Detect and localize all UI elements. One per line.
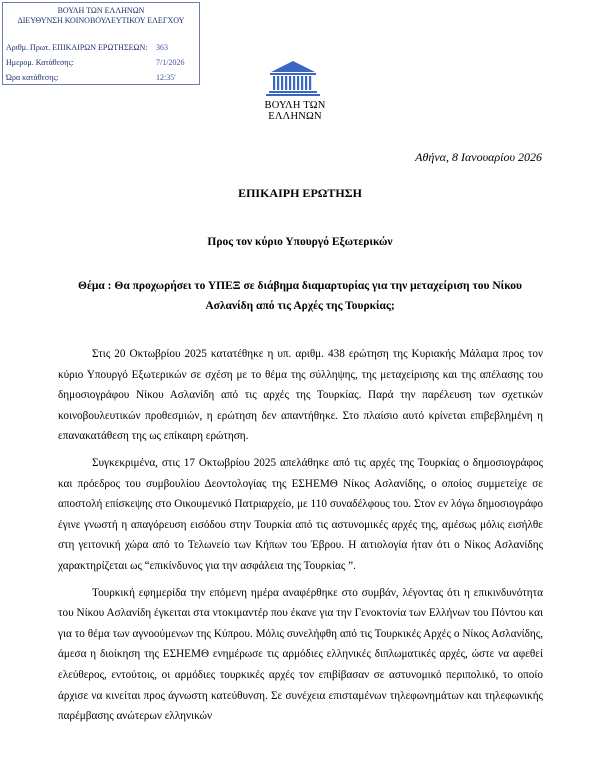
document-date: Αθήνα, 8 Ιανουαρίου 2026 — [415, 150, 542, 164]
stamp-header — [3, 3, 199, 26]
body-paragraph: Συγκεκριμένα, στις 17 Οκτωβρίου 2025 απελάθηκε από τις αρχές της Τουρκίας ο δημοσιογράφος και πρόεδρος του συμβουλίου Δεοντολογίας της ΕΣΗΕΜΘ Νίκος Ασλανίδης, ο οποίος συμμετείχε σε αποστολή επίσκεψης στο Οικουμενικό Πατριαρχείο, με 110 συναδέλφους του. Στον εν λόγω δημοσιογράφο έγινε γνωστή η απαγόρευση εισόδου στην Τουρκία από τις αστυνομικές αρχές της, αμέσως μόλις εισήλθε στη γειτονική χώρα από το Τελωνείο των Κήπων του Έβρου. Η αιτιολογία ήταν ότι ο Νίκος Ασλανίδης χαρακτηρίζεται ως “επικίνδυνος για την ασφάλεια της Τουρκίας ”. — [58, 456, 543, 572]
filing-stamp — [2, 2, 200, 85]
stamp-org-line2: ΔΙΕΥΘΥΝΣΗ ΚΟΙΝΟΒΟΥΛΕΥΤΙΚΟΥ ΕΛΕΓΧΟΥ — [17, 16, 185, 25]
document-body — [58, 344, 543, 733]
stamp-value: 12:35' — [156, 73, 176, 82]
stamp-value: 7/1/2026 — [156, 58, 185, 67]
stamp-org-line1: ΒΟΥΛΗ ΤΩΝ ΕΛΛΗΝΩΝ — [57, 6, 145, 15]
document-title: ΕΠΙΚΑΙΡΗ ΕΡΩΤΗΣΗ — [238, 186, 362, 200]
stamp-label: Ημερομ. Κατάθεσης: — [6, 58, 74, 67]
stamp-value: 363 — [156, 43, 168, 52]
addressee: Προς τον κύριο Υπουργό Εξωτερικών — [207, 236, 393, 248]
subject-line: Θέμα : Θα προχωρήσει το ΥΠΕΞ σε διάβημα διαμαρτυρίας για την μεταχείριση του Νίκου Ασλανίδη από τις Αρχές της Τουρκίας; — [78, 280, 522, 312]
body-paragraph: Στις 20 Οκτωβρίου 2025 κατατέθηκε η υπ. αριθμ. 438 ερώτηση της Κυριακής Μάλαμα προς τον κύριο Υπουργό Εξωτερικών σε σχέση με το θέμα της σύλληψης, της μεταχείρισης και της απέλασης του δημοσιογράφου Νίκου Ασλανίδη από τις αρχές της Τουρκίας. Παρά την παρέλευση των σχετικών κοινοβουλευτικών προθεσμιών, η ερώτηση δεν απαντήθηκε. Στο πλαίσιο αυτό κρίνεται επιβεβλημένη η επανακατάθεση της ως επίκαιρη ερώτηση. — [58, 348, 543, 443]
stamp-label: Αριθμ. Πρωτ. ΕΠΙΚΑΙΡΩΝ ΕΡΩΤΗΣΕΩΝ: — [6, 43, 148, 52]
body-paragraph: Τουρκική εφημερίδα την επόμενη ημέρα αναφέρθηκε στο συμβάν, λέγοντας ότι η επικινδυνότητα του Νίκου Ασλανίδη έγκειται στα ντοκιμαντέρ που έκανε για την Γενοκτονία των Ελλήνων του Πόντου και για το θέμα των αγνοούμενων της Κύπρου. Μόλις συνελήφθη από τις Τουρκικές Αρχές ο Νίκος Ασλανίδης, άμεσα η διοίκηση της ΕΣΗΕΜΘ ενημέρωσε τις αρμόδιες ελληνικές διπλωματικές αρχές, ώστε να αφεθεί ελεύθερος, εντούτοις, οι αρμόδιες τουρκικές αρχές τον επιβίβασαν σε αστυνομικό περιπολικό, το οποίο άρχισε να κινείται προς άγνωστη κατεύθυνση. Σε συνέχεια επισταμένων τηλεφωνημάτων και τηλεφωνικής παρέμβασης ανώτερων ελληνικών — [58, 586, 543, 723]
logo-name: ΒΟΥΛΗ ΤΩΝ ΕΛΛΗΝΩΝ — [264, 100, 326, 122]
stamp-label: Ώρα κατάθεσης: — [6, 73, 59, 82]
